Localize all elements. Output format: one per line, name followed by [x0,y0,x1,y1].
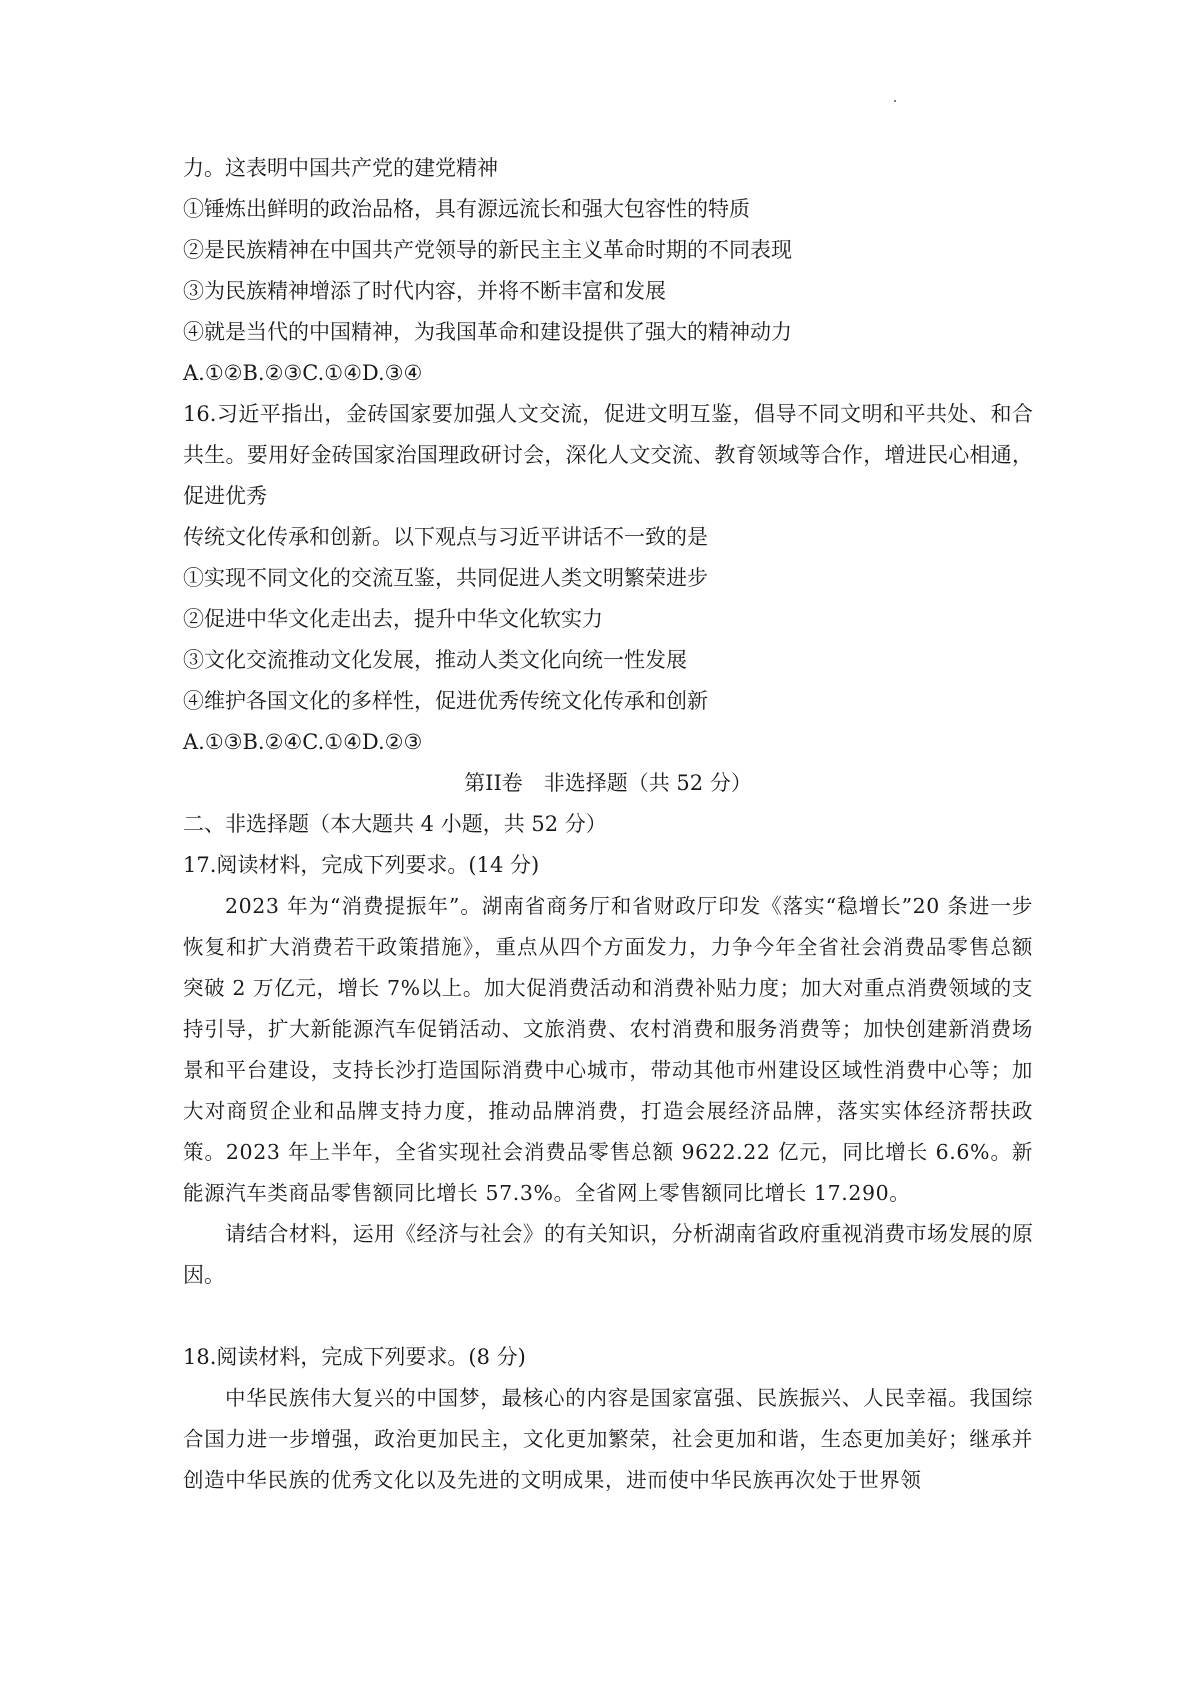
q16-stem-continued: 传统文化传承和创新。以下观点与习近平讲话不一致的是 [183,525,708,549]
part2-section-title: 二、非选择题（本大题共 4 小题，共 52 分） [183,812,607,836]
q15-option-4: ④就是当代的中国精神，为我国革命和建设提供了强大的精神动力 [183,320,792,344]
q17-question: 请结合材料，运用《经济与社会》的有关知识，分析湖南省政府重视消费市场发展的原因。 [183,1222,1033,1287]
q16-option-2: ②促进中华文化走出去，提升中华文化软实力 [183,607,603,631]
q15-choices: A.①②B.②③C.①④D.③④ [183,361,423,385]
q15-option-1: ①锤炼出鲜明的政治品格，具有源远流长和强大包容性的特质 [183,197,750,221]
q18-material: 中华民族伟大复兴的中国梦，最核心的内容是国家富强、民族振兴、人民幸福。我国综合国力进一步增强，政治更加民主，文化更加繁荣，社会更加和谐，生态更加美好；继承并创造中华民族的优秀文化以及先进的文明成果，进而使中华民族再次处于世界领 [183,1386,1033,1492]
q18-title: 18.阅读材料，完成下列要求。(8 分) [183,1345,526,1369]
q16-option-1: ①实现不同文化的交流互鉴，共同促进人类文明繁荣进步 [183,566,708,590]
q16-choices: A.①③B.②④C.①④D.②③ [183,730,423,754]
part2-heading: 第II卷 非选择题（共 52 分） [464,771,752,795]
q17-title: 17.阅读材料，完成下列要求。(14 分) [183,853,540,877]
page-content [183,148,1033,1501]
q16-stem: 16.习近平指出，金砖国家要加强人文交流，促进文明互鉴，倡导不同文明和平共处、和合共生。要用好金砖国家治国理政研讨会，深化人文交流、教育领域等合作，增进民心相通，促进优秀 [183,402,1033,508]
q15-stem-tail: 力。这表明中国共产党的建党精神 [183,156,498,180]
scan-speck [894,100,896,102]
q16-option-4: ④维护各国文化的多样性，促进优秀传统文化传承和创新 [183,689,708,713]
q15-option-2: ②是民族精神在中国共产党领导的新民主主义革命时期的不同表现 [183,238,792,262]
spacer [183,1296,1033,1337]
q15-option-3: ③为民族精神增添了时代内容，并将不断丰富和发展 [183,279,666,303]
q17-material: 2023 年为“消费提振年”。湖南省商务厅和省财政厅印发《落实“稳增长”20 条进一步恢复和扩大消费若干政策措施》，重点从四个方面发力，力争今年全省社会消费品零售总额突破 2 万亿元，增长 7%以上。加大促消费活动和消费补贴力度；加大对重点消费领域的支持引导，扩大新能源汽车促销活动、文旅消费、农村消费和服务消费等；加快创建新消费场景和平台建设，支持长沙打造国际消费中心城市，带动其他市州建设区域性消费中心等；加大对商贸企业和品牌支持力度，推动品牌消费，打造会展经济品牌，落实实体经济帮扶政策。2023 年上半年，全省实现社会消费品零售总额 9622.22 亿元，同比增长 6.6%。新能源汽车类商品零售额同比增长 57.3%。全省网上零售额同比增长 17.290。 [183,894,1033,1205]
q16-option-3: ③文化交流推动文化发展，推动人类文化向统一性发展 [183,648,687,672]
